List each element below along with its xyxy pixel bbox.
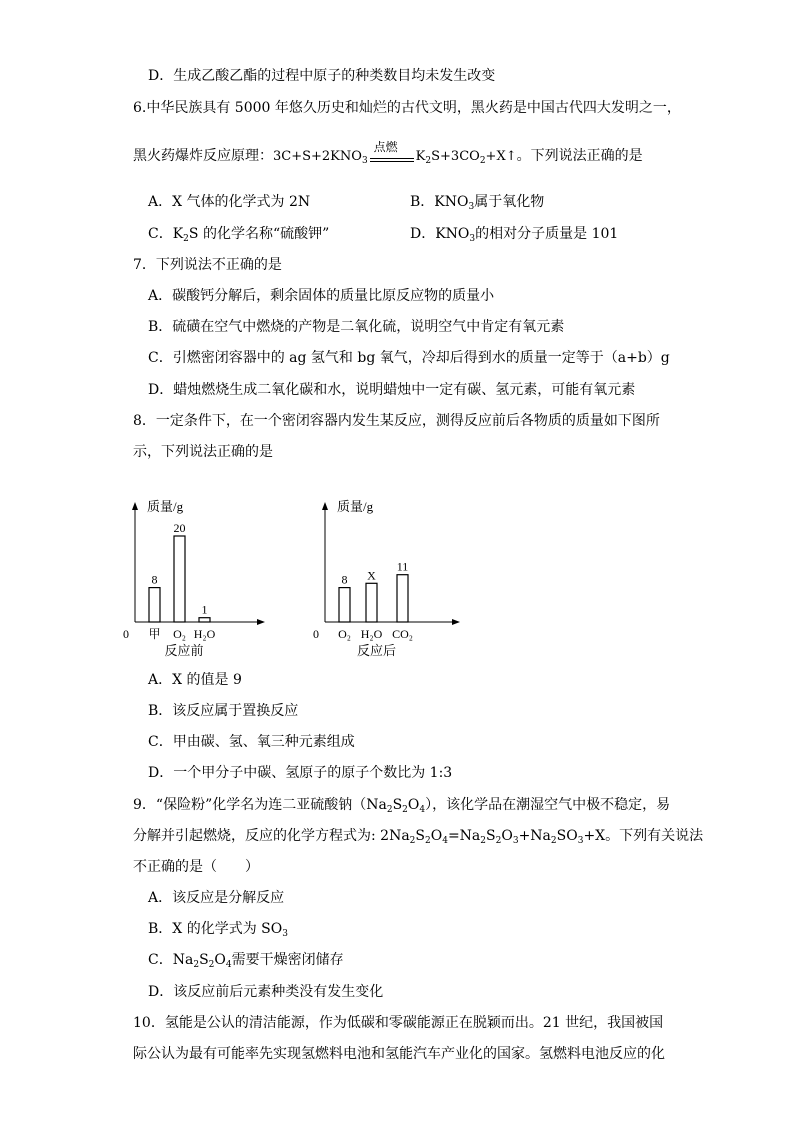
chart1-title: 反应前 bbox=[164, 643, 204, 658]
eq-condition-arrow bbox=[368, 140, 416, 166]
q10-stem-line2: 际公认为最有可能率先实现氢燃料电池和氢能汽车产业化的国家。氢燃料电池反应的化 bbox=[133, 1046, 665, 1062]
chart1-data-label-2: 20 bbox=[173, 521, 186, 535]
chart1-tick-label-1: 甲 bbox=[148, 627, 161, 641]
chart1-y-arrow bbox=[132, 502, 138, 510]
chart2-title: 反应后 bbox=[356, 643, 397, 658]
chart1-bar-1 bbox=[149, 588, 160, 622]
chart2-data-label-3: 11 bbox=[396, 559, 409, 574]
q7-option-c: C．引燃密闭容器中的 ag 氢气和 bg 氧气，冷却后得到水的质量一定等于（a+b）g bbox=[148, 350, 670, 366]
q6-suffix: 。下列说法正确的是 bbox=[516, 148, 643, 164]
eq-condition: 点燃 bbox=[373, 140, 398, 154]
q7-option-d: D．蜡烛燃烧生成二氧化碳和水，说明蜡烛中一定有碳、氢元素，可能有氧元素 bbox=[148, 382, 636, 398]
chart2-tick-label-1: O₂ bbox=[338, 627, 351, 641]
q6-option-d: D．$KNO_3$的相对分子质量是 101 bbox=[410, 226, 619, 244]
q9-option-b: B．X 的化学式为 $SO_3$ bbox=[148, 921, 288, 939]
q9-stem-line1: 9．“保险粉”化学名为连二亚硫酸钠$(Na_2S_2O_4)$，该化学品在潮湿空气中极不稳定，易 bbox=[133, 797, 671, 815]
chart2-data-label-2: X bbox=[367, 568, 376, 583]
chart1-tick-label-3: H₂O bbox=[193, 627, 216, 641]
chart1-bar-3 bbox=[199, 618, 210, 622]
q6-option-a: A．X 气体的化学式为 2N bbox=[148, 194, 311, 210]
q10-stem-line1: 10．氢能是公认的清洁能源，作为低碳和零碳能源正在脱颖而出。21 世纪，我国被国 bbox=[133, 1015, 664, 1031]
q9-stem-line3: 不正确的是（ ） bbox=[133, 859, 259, 875]
q8-bar-charts bbox=[0, 490, 794, 670]
chart1-tick-label-2: O₂ bbox=[173, 627, 186, 641]
q7-stem: 7．下列说法不正确的是 bbox=[133, 257, 282, 273]
q6-option-b: B．$KNO_3$属于氧化物 bbox=[410, 194, 545, 212]
chart2-bar-1 bbox=[339, 588, 350, 622]
q8-stem-line2: 示，下列说法正确的是 bbox=[133, 444, 273, 460]
q8-option-a: A．X 的值是 9 bbox=[148, 672, 242, 688]
q9-stem-line2: 分解并引起燃烧，反应的化学方程式为: $2Na_2S_2O_4=Na_2S_2O_3+Na_2SO_3+X$。下列有关说法 bbox=[133, 828, 704, 846]
eq-right-sub1: 2 bbox=[425, 156, 432, 166]
chart2-y-label: 质量/g bbox=[337, 499, 374, 514]
chart2-tick-label-3: CO₂ bbox=[392, 627, 413, 641]
q7-option-b: B．硫磺在空气中燃烧的产物是二氧化硫，说明空气中肯定有氧元素 bbox=[148, 319, 565, 335]
q9-option-c: C．$Na_2S_2O_4$需要干燥密闭储存 bbox=[148, 952, 344, 970]
chart2-data-label-1: 8 bbox=[341, 572, 348, 587]
q8-option-b: B．该反应属于置换反应 bbox=[148, 703, 299, 719]
eq-left-sub: 3 bbox=[361, 156, 368, 166]
q9-option-a: A．该反应是分解反应 bbox=[148, 890, 285, 906]
chart2-y-arrow bbox=[322, 502, 328, 510]
chart1-y-label: 质量/g bbox=[147, 499, 184, 514]
chart2-tick-label-2: H₂O bbox=[360, 627, 383, 641]
chart1-data-label-3: 1 bbox=[201, 602, 208, 617]
q5-option-d: D．生成乙酸乙酯的过程中原子的种类数目均未发生改变 bbox=[148, 68, 496, 84]
eq-left: 3C+S+2KNO bbox=[273, 149, 362, 164]
q8-option-d: D．一个甲分子中碳、氢原子的原子个数比为 1:3 bbox=[148, 765, 453, 781]
q7-option-a: A．碳酸钙分解后，剩余固体的质量比原反应物的质量小 bbox=[148, 288, 495, 304]
eq-right-a: K bbox=[415, 149, 426, 164]
chart2-origin-label: 0 bbox=[313, 627, 319, 641]
chart1-data-label-1: 8 bbox=[151, 572, 158, 587]
q8-stem-line1: 8．一定条件下，在一个密闭容器内发生某反应，测得反应前后各物质的质量如下图所 bbox=[133, 413, 660, 429]
chart1-bar-2 bbox=[174, 536, 185, 622]
chart2-x-arrow bbox=[452, 619, 460, 625]
eq-right-c: +X↑ bbox=[485, 149, 517, 164]
q6-stem-line2 bbox=[133, 140, 643, 167]
chart2-bar-3 bbox=[397, 575, 408, 622]
q9-option-d: D．该反应前后元素种类没有发生变化 bbox=[148, 984, 384, 1000]
eq-right-sub2: 2 bbox=[479, 156, 486, 166]
eq-right-b: S+3CO bbox=[431, 149, 480, 164]
q6-stem-line1: 6.中华民族具有 5000 年悠久历史和灿烂的古代文明，黑火药是中国古代四大发明之一， bbox=[133, 100, 681, 116]
chart2-bar-2 bbox=[366, 583, 377, 622]
q6-option-c: C．$K_2S$ 的化学名称“硫酸钾” bbox=[148, 226, 330, 244]
q6-prefix: 黑火药爆炸反应原理： bbox=[133, 148, 273, 164]
q8-option-c: C．甲由碳、氢、氧三种元素组成 bbox=[148, 734, 355, 750]
chart1-origin-label: 0 bbox=[123, 627, 129, 641]
chart1-x-arrow bbox=[257, 619, 265, 625]
q6-equation bbox=[273, 140, 517, 166]
